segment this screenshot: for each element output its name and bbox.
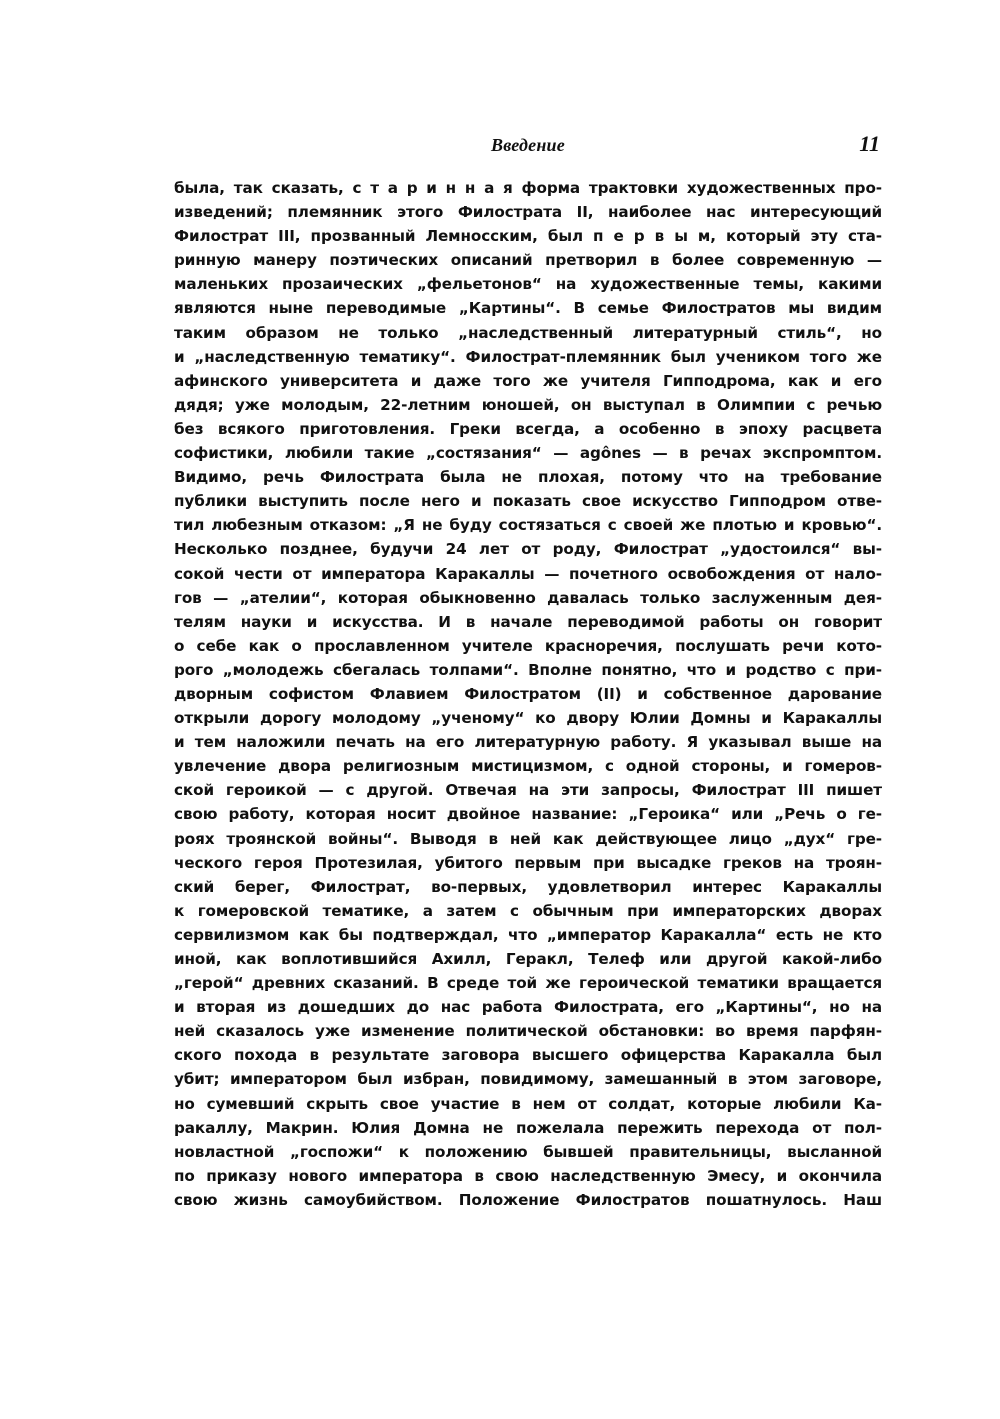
text-line: открыли дорогу молодому „ученому“ ко двору Юлии Домны и Каракаллы: [174, 709, 882, 728]
text-line: убит; императором был избран, повидимому, замешанный в этом заговоре,: [174, 1070, 882, 1089]
text-line: увлечение двора религиозным мистицизмом, с одной стороны, и гомеров-: [174, 757, 882, 776]
running-head: [174, 132, 882, 160]
text-line: ней сказалось уже изменение политической обстановки: во время парфян-: [174, 1022, 882, 1041]
text-line: и вторая из дошедших до нас работа Филострата, его „Картины“, но на: [174, 998, 882, 1017]
text-line: маленьких прозаических „фельетонов“ на художественные темы, какими: [174, 275, 882, 294]
text-line: Филострат III, прозванный Лемносским, был п е р в ы м, который эту ста-: [174, 227, 882, 246]
text-line: сокой чести от императора Каракаллы — почетного освобождения от нало-: [174, 564, 882, 583]
text-line: являются ныне переводимые „Картины“. В семье Филостратов мы видим: [174, 299, 882, 318]
text-line: тил любезным отказом: „Я не буду состязаться с своей же плотью и кровью“.: [174, 516, 882, 535]
text-line: гов — „ателии“, которая обыкновенно давалась только заслуженным дея-: [174, 588, 882, 607]
text-line: и тем наложили печать на его литературную работу. Я указывал выше на: [174, 733, 882, 752]
text-line: сервилизмом как бы подтверждал, что „император Каракалла“ есть не кто: [174, 925, 882, 944]
text-line: ской героикой — с другой. Отвечая на эти запросы, Филострат III пишет: [174, 781, 882, 800]
text-line: новластной „госпожи“ к положению бывшей правительницы, высланной: [174, 1142, 882, 1161]
text-line: но сумевший скрыть свое участие в нем от солдат, которые любили Ка-: [174, 1094, 882, 1113]
text-line: телям науки и искусства. И в начале переводимой работы он говорит: [174, 612, 882, 631]
text-line: Несколько позднее, будучи 24 лет от роду, Филострат „удостоился“ вы-: [174, 540, 882, 559]
text-line: свою работу, которая носит двойное название: „Героика“ или „Речь о ге-: [174, 805, 882, 824]
text-line: ского похода в результате заговора высшего офицерства Каракалла был: [174, 1046, 882, 1065]
text-line: ракаллу, Макрин. Юлия Домна не пожелала пережить перехода от пол-: [174, 1118, 882, 1137]
text-line: роях троянской войны“. Выводя в ней как действующее лицо „дух“ гре-: [174, 829, 882, 848]
text-line: софистики, любили такие „состязания“ — agônes — в речах экспромптом.: [174, 444, 882, 463]
text-line: была, так сказать, с т а р и н н а я форма трактовки художественных про-: [174, 179, 882, 197]
text-line: ринную манеру поэтических описаний претворил в более современную —: [174, 251, 882, 270]
text-line: рого „молодежь сбегалась толпами“. Вполне понятно, что и родство с при-: [174, 660, 882, 679]
text-line: Видимо, речь Филострата была не плохая, потому что на требование: [174, 468, 882, 487]
text-line: к гомеровской тематике, а затем с обычным при императорских дворах: [174, 901, 882, 920]
text-line: по приказу нового императора в свою наследственную Эмесу, и окончила: [174, 1166, 882, 1185]
text-line: ский берег, Филострат, во-первых, удовлетворил интерес Каракаллы: [174, 877, 882, 896]
text-line: афинского университета и даже того же учителя Гипподрома, как и его: [174, 371, 882, 390]
text-line: публики выступить после него и показать свое искусство Гипподром отве-: [174, 492, 882, 511]
text-line: и „наследственную тематику“. Филострат-племянник был учеником того же: [174, 347, 882, 366]
text-line: дворным софистом Флавием Филостратом (II) и собственное дарование: [174, 684, 882, 703]
section-title: Введение: [491, 135, 565, 155]
text-line: изведений; племянник этого Филострата II, наиболее нас интересующий: [174, 203, 882, 222]
text-line: таким образом не только „наследственный литературный стиль“, но: [174, 323, 882, 342]
text-line: ческого героя Протезилая, убитого первым при высадке греков на троян-: [174, 853, 882, 872]
text-line: о себе как о прославленном учителе красноречия, послушать речи кото-: [174, 636, 882, 655]
text-line: иной, как воплотившийся Ахилл, Геракл, Телеф или другой какой-либо: [174, 950, 882, 968]
page-number: 11: [859, 131, 880, 156]
text-line: „герой“ древних сказаний. В среде той же героической тематики вращается: [174, 974, 882, 993]
text-line: без всякого приготовления. Греки всегда, а особенно в эпоху расцвета: [174, 419, 882, 438]
text-line: свою жизнь самоубийством. Положение Филостратов пошатнулось. Наш: [174, 1190, 882, 1209]
text-line: дядя; уже молодым, 22-летним юношей, он выступал в Олимпии с речью: [174, 395, 882, 414]
body-text: [174, 176, 882, 1212]
